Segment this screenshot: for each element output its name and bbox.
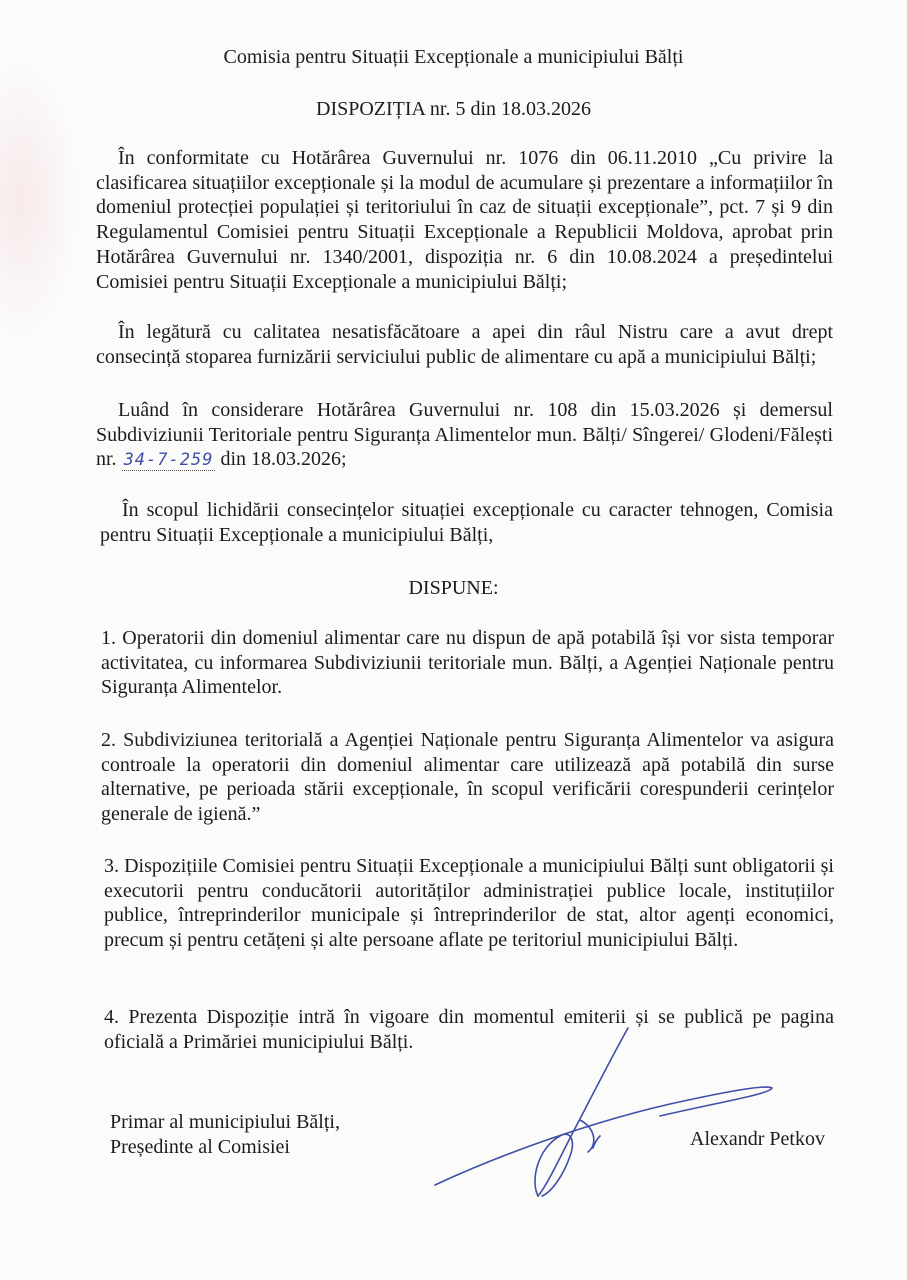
preamble-text-1: În conformitate cu Hotărârea Guvernului nr. 1076 din 06.11.2010 „Cu privire la clasificarea situațiilor excepționale și la modul de acumulare și prezentare a informațiilor în domeniul protecției populației și teritoriului în caz de situații excepționale”, pct. 7 și 9 din Regulamentul Comisiei pentru Situații Excepționale a Republicii Moldova, aprobat prin Hotărârea Guvernului nr. 1340/2001, dispoziția nr. 6 din 10.08.2024 a președintelui Comisiei pentru Situații Excepționale a municipiului Bălți;: [96, 147, 833, 293]
signatory-role: [110, 1110, 340, 1160]
signatory-role-line-1: Primar al municipiului Bălți,: [110, 1111, 340, 1133]
preamble-paragraph-4: [100, 498, 833, 547]
preamble-text-4: În scopul lichidării consecințelor situației excepționale cu caracter tehnogen, Comisia pentru Situații Excepționale a municipiului Bălți,: [100, 499, 833, 546]
preamble-paragraph-3: [96, 398, 833, 473]
item-4: 4. Prezenta Dispoziție intră în vigoare din momentul emiterii și se publică pe pagina oficială a Primăriei municipiului Bălți.: [104, 1006, 834, 1053]
signatory-role-line-2: Președinte al Comisiei: [110, 1136, 290, 1158]
preamble-paragraph-1: [96, 146, 833, 294]
item-2: 2. Subdiviziunea teritorială a Agenției Naționale pentru Siguranța Alimentelor va asigura controale la operatorii din domeniul alimentar care utilizează apă potabilă din surse alternative, pe perioada stării excepționale, în scopul verificării corespunderii cerințelor generale de igienă.”: [101, 729, 834, 826]
institution-header: Comisia pentru Situații Excepționale a municipiului Bălți: [223, 46, 684, 68]
item-1: 1. Operatorii din domeniul alimentar care nu dispun de apă potabilă își vor sista temporar activitatea, cu informarea Subdiviziunii teritoriale mun. Bălți, a Agenției Naționale pentru Siguranța Alimentelor.: [101, 627, 834, 699]
preamble-paragraph-2: [96, 320, 833, 369]
preamble-text-2: În legătură cu calitatea nesatisfăcătoare a apei din râul Nistru care a avut drept consecință stoparea furnizării serviciului public de alimentare cu apă a municipiului Bălți;: [96, 321, 833, 368]
preamble-text-3: Luând în considerare Hotărârea Guvernului nr. 108 din 15.03.2026 și demersul Subdiviziunii Teritoriale pentru Siguranța Alimentelor mun. Bălți/ Sîngerei/ Glodeni/Fălești nr.: [96, 399, 833, 471]
document-title: DISPOZIȚIA nr. 5 din 18.03.2026: [316, 98, 591, 120]
handwritten-signature: [420, 1020, 780, 1210]
signatory-name: Alexandr Petkov: [690, 1128, 825, 1150]
item-3: 3. Dispozițiile Comisiei pentru Situații Excepționale a municipiului Bălți sunt obligatorii și executorii pentru conducătorii autorităților administrației publice locale, instituțiilor publice, întreprinderilor municipale și întreprinderilor de stat, altor agenți economici, precum și pentru cetățeni și alte persoane aflate pe teritoriul municipiului Bălți.: [104, 855, 834, 952]
dispune-heading: DISPUNE:: [408, 577, 499, 599]
preamble-date: din 18.03.2026;: [220, 448, 347, 471]
handwritten-registration-number: 34-7-259: [123, 450, 214, 471]
